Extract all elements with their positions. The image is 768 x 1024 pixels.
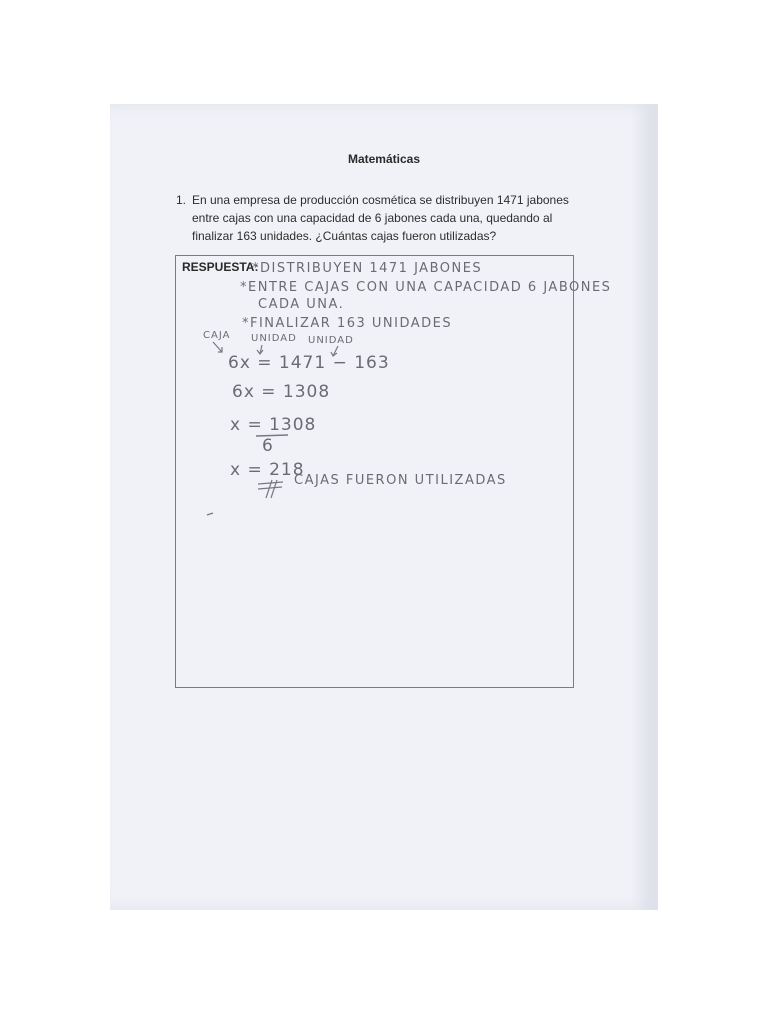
handwritten-equation-3-denominator: 6	[262, 436, 274, 456]
handwritten-line-3: CADA UNA.	[258, 297, 345, 312]
handwritten-equation-1: 6x = 1471 − 163	[228, 353, 390, 373]
question-text: En una empresa de producción cosmética se distribuyen 1471 jabones entre cajas con una capacidad de 6 jabones cada una, quedando al finalizar 163 unidades. ¿Cuántas cajas fueron utilizadas?	[192, 193, 569, 243]
handwritten-label-caja: CAJA	[203, 330, 231, 341]
handwritten-result-value: x = 218	[230, 460, 305, 480]
handwritten-line-4: *FINALIZAR 163 UNIDADES	[242, 316, 453, 331]
arrow-unidad-2	[331, 346, 338, 356]
arrow-caja	[213, 342, 222, 352]
question-number: 1.	[176, 193, 187, 207]
handwritten-line-2: *ENTRE CAJAS CON UNA CAPACIDAD 6 JABONES	[240, 280, 612, 295]
answer-label: RESPUESTA:	[182, 260, 259, 274]
handwritten-equation-2: 6x = 1308	[232, 382, 331, 402]
handwritten-result-text: CAJAS FUERON UTILIZADAS	[294, 473, 507, 488]
arrow-unidad-1	[257, 345, 263, 354]
page-title: Matemáticas	[347, 152, 421, 166]
handwritten-label-unidad-2: UNIDAD	[308, 335, 354, 346]
handwritten-label-unidad-1: UNIDAD	[251, 333, 297, 344]
stray-mark	[207, 513, 213, 515]
handwritten-equation-3-numerator: x = 1308	[230, 415, 317, 435]
fraction-bar	[256, 435, 288, 436]
handwritten-line-1: *DISTRIBUYEN 1471 JABONES	[252, 261, 483, 276]
